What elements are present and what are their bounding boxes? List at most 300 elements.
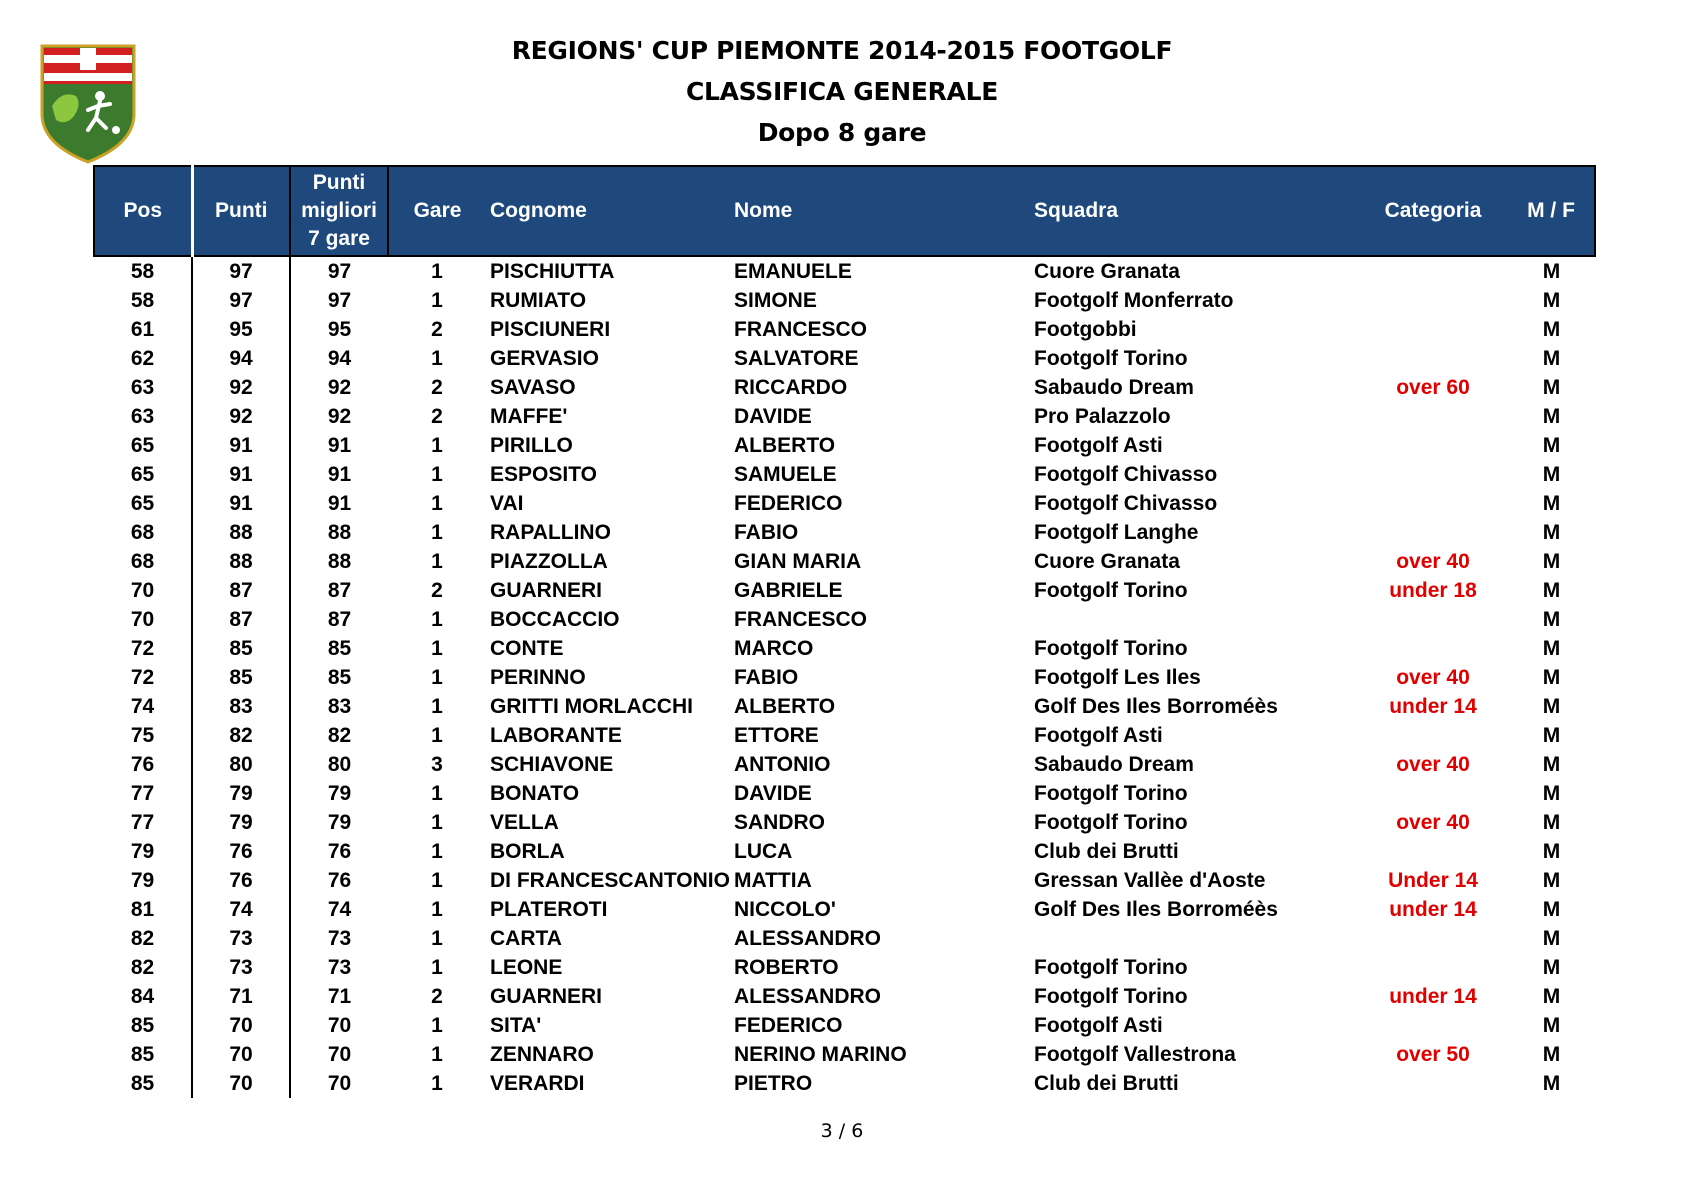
cell-categoria: Under 14 <box>1388 868 1478 892</box>
table-row <box>94 721 1595 750</box>
cell-cognome: GRITTI MORLACCHI <box>490 694 693 718</box>
cell-punti-migliori: 76 <box>327 839 352 863</box>
table-row <box>94 692 1595 721</box>
cell-squadra: Sabaudo Dream <box>1034 752 1194 776</box>
cell-punti-migliori: 82 <box>327 723 352 747</box>
cell-mf: M <box>1542 665 1561 689</box>
cell-gare: 2 <box>431 404 443 428</box>
table-row <box>94 866 1595 895</box>
cell-nome: NERINO MARINO <box>734 1042 907 1066</box>
cell-cognome: LABORANTE <box>490 723 622 747</box>
cell-pos: 84 <box>94 982 192 1011</box>
cell-categoria <box>1358 256 1508 286</box>
cell-pos: 65 <box>94 489 192 518</box>
cell-categoria <box>1358 837 1508 866</box>
cell-cognome: SITA' <box>490 1013 542 1037</box>
cell-mf: M <box>1542 810 1561 834</box>
cell-punti: 73 <box>192 953 290 982</box>
cell-cognome: CARTA <box>490 926 562 950</box>
cell-squadra: Footgolf Asti <box>1034 723 1163 747</box>
cell-mf: M <box>1542 491 1561 515</box>
cell-squadra: Gressan Vallèe d'Aoste <box>1034 868 1266 892</box>
cell-cognome: PLATEROTI <box>490 897 608 921</box>
cell-pos: 79 <box>94 837 192 866</box>
cell-categoria <box>1358 315 1508 344</box>
cell-mf: M <box>1542 723 1561 747</box>
table-row <box>94 286 1595 315</box>
cell-squadra: Footgolf Torino <box>1034 810 1188 834</box>
cell-categoria <box>1358 953 1508 982</box>
cell-pos: 77 <box>94 779 192 808</box>
cell-punti-migliori: 97 <box>327 288 352 312</box>
cell-punti: 76 <box>192 866 290 895</box>
cell-cognome: RAPALLINO <box>490 520 611 544</box>
cell-squadra: Club dei Brutti <box>1034 839 1179 863</box>
header-categoria: Categoria <box>1358 166 1508 256</box>
cell-mf: M <box>1542 1042 1561 1066</box>
cell-categoria: under 14 <box>1389 897 1477 921</box>
cell-pos: 63 <box>94 373 192 402</box>
cell-punti-migliori: 91 <box>327 433 352 457</box>
cell-pos: 75 <box>94 721 192 750</box>
cell-punti: 70 <box>192 1040 290 1069</box>
cell-pos: 85 <box>94 1069 192 1098</box>
table-row <box>94 837 1595 866</box>
cell-mf: M <box>1542 404 1561 428</box>
cell-punti: 82 <box>192 721 290 750</box>
cell-punti-migliori: 88 <box>327 520 352 544</box>
table-row <box>94 663 1595 692</box>
header-nome: Nome <box>730 166 1030 256</box>
header-mf: M / F <box>1508 166 1595 256</box>
cell-gare: 1 <box>431 665 443 689</box>
cell-gare: 1 <box>431 839 443 863</box>
cell-pos: 63 <box>94 402 192 431</box>
cell-punti: 94 <box>192 344 290 373</box>
cell-categoria: over 40 <box>1396 549 1470 573</box>
cell-punti: 88 <box>192 518 290 547</box>
cell-pos: 65 <box>94 431 192 460</box>
cell-mf: M <box>1542 1071 1561 1095</box>
table-header-row <box>94 166 1595 256</box>
cell-mf: M <box>1542 694 1561 718</box>
cell-mf: M <box>1542 578 1561 602</box>
table-row <box>94 808 1595 837</box>
cell-nome: ALESSANDRO <box>734 926 882 950</box>
cell-pos: 76 <box>94 750 192 779</box>
table-row <box>94 605 1595 634</box>
cell-pos: 82 <box>94 924 192 953</box>
cell-categoria <box>1358 605 1508 634</box>
header-cognome: Cognome <box>486 166 730 256</box>
cell-cognome: ESPOSITO <box>490 462 597 486</box>
cell-cognome: LEONE <box>490 955 563 979</box>
cell-nome: ALESSANDRO <box>734 984 882 1008</box>
cell-gare: 1 <box>431 1013 443 1037</box>
cell-squadra: Footgolf Torino <box>1034 346 1188 370</box>
cell-punti: 97 <box>192 256 290 286</box>
table-row <box>94 1069 1595 1098</box>
cell-gare: 2 <box>431 984 443 1008</box>
cell-pos: 81 <box>94 895 192 924</box>
cell-nome: ETTORE <box>734 723 819 747</box>
cell-squadra: Footgolf Asti <box>1034 1013 1163 1037</box>
cell-categoria: over 40 <box>1396 810 1470 834</box>
cell-gare: 1 <box>431 346 443 370</box>
cell-mf: M <box>1542 984 1561 1008</box>
cell-categoria <box>1358 1011 1508 1040</box>
table-row <box>94 547 1595 576</box>
cell-categoria <box>1358 924 1508 953</box>
cell-categoria: over 50 <box>1396 1042 1470 1066</box>
cell-nome: SALVATORE <box>734 346 859 370</box>
table-row <box>94 256 1595 286</box>
cell-mf: M <box>1542 636 1561 660</box>
cell-punti: 85 <box>192 663 290 692</box>
cell-categoria <box>1358 344 1508 373</box>
cell-punti-migliori: 73 <box>327 955 352 979</box>
cell-cognome: GUARNERI <box>490 578 603 602</box>
cell-punti: 70 <box>192 1011 290 1040</box>
header-punti: Punti <box>192 166 290 256</box>
cell-mf: M <box>1542 288 1561 312</box>
cell-mf: M <box>1542 897 1561 921</box>
cell-gare: 1 <box>431 607 443 631</box>
cell-squadra: Golf Des Iles Borroméès <box>1034 897 1278 921</box>
table-row <box>94 634 1595 663</box>
cell-nome: ALBERTO <box>734 433 836 457</box>
cell-gare: 2 <box>431 375 443 399</box>
cell-gare: 3 <box>431 752 443 776</box>
cell-punti-migliori: 83 <box>327 694 352 718</box>
cell-gare: 1 <box>431 723 443 747</box>
table-row <box>94 1011 1595 1040</box>
cell-mf: M <box>1542 955 1561 979</box>
cell-categoria <box>1358 489 1508 518</box>
cell-pos: 62 <box>94 344 192 373</box>
cell-gare: 2 <box>431 317 443 341</box>
cell-squadra: Footgolf Langhe <box>1034 520 1199 544</box>
cell-punti: 87 <box>192 605 290 634</box>
cell-categoria: over 40 <box>1396 665 1470 689</box>
table-row <box>94 431 1595 460</box>
standings-body <box>94 256 1595 1098</box>
cell-punti-migliori: 95 <box>327 317 352 341</box>
cell-squadra: Footgolf Chivasso <box>1034 491 1218 515</box>
cell-gare: 1 <box>431 259 443 283</box>
table-row <box>94 576 1595 605</box>
cell-nome: FRANCESCO <box>734 607 868 631</box>
cell-gare: 1 <box>431 955 443 979</box>
table-row <box>94 953 1595 982</box>
table-row <box>94 344 1595 373</box>
cell-mf: M <box>1542 549 1561 573</box>
cell-squadra <box>1030 924 1358 953</box>
table-row <box>94 460 1595 489</box>
table-row <box>94 1040 1595 1069</box>
cell-nome: LUCA <box>734 839 793 863</box>
cell-punti: 88 <box>192 547 290 576</box>
cell-punti-migliori: 92 <box>327 404 352 428</box>
cell-punti: 91 <box>192 460 290 489</box>
cell-pos: 58 <box>94 286 192 315</box>
cell-gare: 1 <box>431 1071 443 1095</box>
header-gare: Gare <box>388 166 486 256</box>
cell-pos: 70 <box>94 576 192 605</box>
cell-nome: ROBERTO <box>734 955 839 979</box>
cell-punti: 91 <box>192 489 290 518</box>
cell-squadra: Footgolf Asti <box>1034 433 1163 457</box>
table-row <box>94 750 1595 779</box>
cell-punti: 79 <box>192 808 290 837</box>
cell-mf: M <box>1542 520 1561 544</box>
cell-nome: RICCARDO <box>734 375 848 399</box>
page-subtitle-races: Dopo 8 gare <box>757 118 927 147</box>
cell-punti-migliori: 91 <box>327 462 352 486</box>
cell-categoria: under 14 <box>1389 984 1477 1008</box>
cell-pos: 61 <box>94 315 192 344</box>
cell-pos: 68 <box>94 518 192 547</box>
cell-punti-migliori: 85 <box>327 636 352 660</box>
cell-punti: 87 <box>192 576 290 605</box>
header-pos: Pos <box>94 166 192 256</box>
cell-punti-migliori: 71 <box>327 984 352 1008</box>
cell-gare: 1 <box>431 636 443 660</box>
cell-cognome: GUARNERI <box>490 984 603 1008</box>
cell-punti-migliori: 91 <box>327 491 352 515</box>
cell-punti-migliori: 97 <box>327 259 352 283</box>
cell-pos: 68 <box>94 547 192 576</box>
page-number: 3 / 6 <box>820 1120 864 1142</box>
cell-cognome: ZENNARO <box>490 1042 594 1066</box>
cell-pos: 70 <box>94 605 192 634</box>
cell-squadra: Cuore Granata <box>1034 259 1180 283</box>
standings-table <box>93 165 1596 1098</box>
cell-punti-migliori: 88 <box>327 549 352 573</box>
cell-categoria: under 18 <box>1389 578 1477 602</box>
cell-cognome: SAVASO <box>490 375 576 399</box>
cell-punti: 83 <box>192 692 290 721</box>
cell-categoria <box>1358 460 1508 489</box>
cell-gare: 1 <box>431 781 443 805</box>
cell-punti: 71 <box>192 982 290 1011</box>
table-row <box>94 489 1595 518</box>
cell-gare: 1 <box>431 694 443 718</box>
cell-punti-migliori: 70 <box>327 1042 352 1066</box>
cell-squadra: Footgolf Torino <box>1034 781 1188 805</box>
cell-cognome: RUMIATO <box>490 288 587 312</box>
cell-nome: GABRIELE <box>734 578 843 602</box>
cell-punti: 92 <box>192 402 290 431</box>
cell-nome: ANTONIO <box>734 752 831 776</box>
cell-gare: 1 <box>431 549 443 573</box>
cell-punti-migliori: 94 <box>327 346 352 370</box>
cell-mf: M <box>1542 926 1561 950</box>
cell-gare: 1 <box>431 491 443 515</box>
cell-pos: 74 <box>94 692 192 721</box>
cell-nome: FEDERICO <box>734 1013 843 1037</box>
cell-nome: FABIO <box>734 520 799 544</box>
cell-squadra <box>1030 605 1358 634</box>
cell-cognome: PISCIUNERI <box>490 317 611 341</box>
cell-punti-migliori: 70 <box>327 1013 352 1037</box>
cell-categoria <box>1358 721 1508 750</box>
cell-cognome: VERARDI <box>490 1071 585 1095</box>
cell-punti-migliori: 92 <box>327 375 352 399</box>
cell-cognome: VELLA <box>490 810 559 834</box>
cell-pos: 79 <box>94 866 192 895</box>
cell-gare: 2 <box>431 578 443 602</box>
cell-categoria <box>1358 779 1508 808</box>
cell-mf: M <box>1542 868 1561 892</box>
cell-mf: M <box>1542 462 1561 486</box>
cell-categoria <box>1358 634 1508 663</box>
cell-punti: 85 <box>192 634 290 663</box>
cell-nome: FEDERICO <box>734 491 843 515</box>
cell-mf: M <box>1542 433 1561 457</box>
cell-punti-migliori: 87 <box>327 607 352 631</box>
cell-punti-migliori: 74 <box>327 897 352 921</box>
cell-punti-migliori: 80 <box>327 752 352 776</box>
cell-punti-migliori: 79 <box>327 810 352 834</box>
cell-cognome: PERINNO <box>490 665 586 689</box>
cell-squadra: Footgolf Chivasso <box>1034 462 1218 486</box>
cell-nome: SANDRO <box>734 810 826 834</box>
cell-punti: 79 <box>192 779 290 808</box>
cell-nome: MARCO <box>734 636 814 660</box>
cell-punti: 97 <box>192 286 290 315</box>
cell-gare: 1 <box>431 433 443 457</box>
cell-pos: 65 <box>94 460 192 489</box>
cell-squadra: Footgolf Monferrato <box>1034 288 1234 312</box>
cell-punti: 80 <box>192 750 290 779</box>
header-punti-migliori-line1: Punti <box>312 171 366 194</box>
cell-squadra: Sabaudo Dream <box>1034 375 1194 399</box>
cell-punti-migliori: 73 <box>327 926 352 950</box>
cell-nome: SIMONE <box>734 288 817 312</box>
cell-gare: 1 <box>431 926 443 950</box>
header-squadra: Squadra <box>1030 166 1358 256</box>
cell-mf: M <box>1542 375 1561 399</box>
cell-categoria <box>1358 402 1508 431</box>
cell-pos: 85 <box>94 1040 192 1069</box>
cell-squadra: Footgolf Les Iles <box>1034 665 1201 689</box>
cell-squadra: Club dei Brutti <box>1034 1071 1179 1095</box>
cell-nome: ALBERTO <box>734 694 836 718</box>
table-row <box>94 924 1595 953</box>
cell-cognome: MAFFE' <box>490 404 568 428</box>
cell-punti-migliori: 79 <box>327 781 352 805</box>
cell-mf: M <box>1542 752 1561 776</box>
cell-categoria: over 60 <box>1396 375 1470 399</box>
cell-punti: 73 <box>192 924 290 953</box>
cell-punti-migliori: 76 <box>327 868 352 892</box>
cell-nome: DAVIDE <box>734 781 812 805</box>
cell-cognome: CONTE <box>490 636 564 660</box>
table-row <box>94 982 1595 1011</box>
cell-nome: NICCOLO' <box>734 897 836 921</box>
cell-squadra: Footgobbi <box>1034 317 1137 341</box>
cell-squadra: Footgolf Torino <box>1034 578 1188 602</box>
cell-categoria <box>1358 286 1508 315</box>
cell-punti: 70 <box>192 1069 290 1098</box>
cell-punti-migliori: 85 <box>327 665 352 689</box>
document-header <box>0 30 1684 153</box>
cell-mf: M <box>1542 781 1561 805</box>
cell-mf: M <box>1542 259 1561 283</box>
cell-nome: SAMUELE <box>734 462 837 486</box>
cell-cognome: BORLA <box>490 839 565 863</box>
cell-gare: 1 <box>431 288 443 312</box>
cell-pos: 72 <box>94 634 192 663</box>
table-row <box>94 779 1595 808</box>
cell-gare: 1 <box>431 810 443 834</box>
cell-punti: 91 <box>192 431 290 460</box>
cell-categoria: under 14 <box>1389 694 1477 718</box>
cell-squadra: Pro Palazzolo <box>1034 404 1171 428</box>
cell-gare: 1 <box>431 462 443 486</box>
cell-cognome: VAI <box>490 491 524 515</box>
cell-punti: 95 <box>192 315 290 344</box>
cell-mf: M <box>1542 1013 1561 1037</box>
cell-pos: 82 <box>94 953 192 982</box>
page-title: REGIONS' CUP PIEMONTE 2014-2015 FOOTGOLF <box>511 36 1173 65</box>
cell-punti: 76 <box>192 837 290 866</box>
cell-cognome: PIAZZOLLA <box>490 549 608 573</box>
table-row <box>94 518 1595 547</box>
cell-punti: 92 <box>192 373 290 402</box>
cell-nome: MATTIA <box>734 868 812 892</box>
cell-cognome: PISCHIUTTA <box>490 259 615 283</box>
table-row <box>94 315 1595 344</box>
cell-cognome: GERVASIO <box>490 346 599 370</box>
cell-mf: M <box>1542 839 1561 863</box>
page-subtitle: CLASSIFICA GENERALE <box>685 77 999 106</box>
table-row <box>94 402 1595 431</box>
cell-pos: 77 <box>94 808 192 837</box>
cell-gare: 1 <box>431 1042 443 1066</box>
cell-categoria <box>1358 1069 1508 1098</box>
cell-gare: 1 <box>431 897 443 921</box>
cell-mf: M <box>1542 607 1561 631</box>
cell-squadra: Footgolf Torino <box>1034 636 1188 660</box>
cell-cognome: BONATO <box>490 781 580 805</box>
header-punti-migliori <box>290 166 388 256</box>
cell-categoria <box>1358 431 1508 460</box>
cell-mf: M <box>1542 346 1561 370</box>
cell-nome: FABIO <box>734 665 799 689</box>
cell-squadra: Cuore Granata <box>1034 549 1180 573</box>
cell-punti-migliori: 70 <box>327 1071 352 1095</box>
cell-squadra: Footgolf Torino <box>1034 984 1188 1008</box>
cell-nome: FRANCESCO <box>734 317 868 341</box>
cell-nome: DAVIDE <box>734 404 812 428</box>
cell-pos: 85 <box>94 1011 192 1040</box>
cell-pos: 72 <box>94 663 192 692</box>
cell-nome: PIETRO <box>734 1071 813 1095</box>
cell-cognome: BOCCACCIO <box>490 607 620 631</box>
cell-categoria <box>1358 518 1508 547</box>
cell-squadra: Footgolf Vallestrona <box>1034 1042 1236 1066</box>
cell-punti-migliori: 87 <box>327 578 352 602</box>
header-punti-migliori-line3: 7 gare <box>308 227 370 250</box>
table-row <box>94 373 1595 402</box>
cell-squadra: Footgolf Torino <box>1034 955 1188 979</box>
header-punti-migliori-line2: migliori <box>301 199 377 222</box>
table-row <box>94 895 1595 924</box>
cell-cognome: DI FRANCESCANTONIO <box>490 868 730 892</box>
cell-gare: 1 <box>431 868 443 892</box>
